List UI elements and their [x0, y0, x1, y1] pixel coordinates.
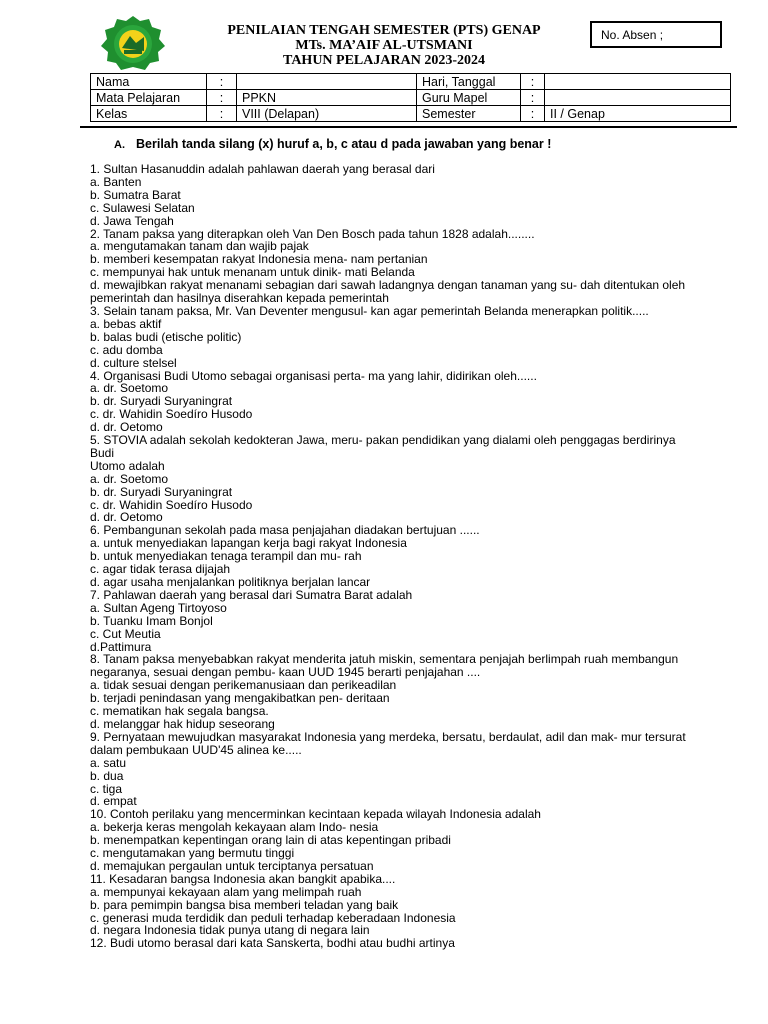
question-line: a. bekerja keras mengolah kekayaan alam Indo- nesia [90, 820, 379, 835]
absen-number-box[interactable]: No. Absen ; [590, 21, 722, 48]
question-line: a. tidak sesuai dengan perikemanusiaan dan perikeadilan [90, 678, 397, 693]
question-line: 12. Budi utomo berasal dari kata Sanskerta, bodhi atau budhi artinya [90, 936, 455, 951]
label-semester: Semester [417, 106, 521, 122]
question-line: b. untuk menyediakan tenaga terampil dan mu- rah [90, 549, 362, 564]
label-kelas: Kelas [91, 106, 207, 122]
question-line: b. menempatkan kepentingan orang lain di atas kepentingan pribadi [90, 833, 451, 848]
question-line: 4. Organisasi Budi Utomo sebagai organisasi perta- ma yang lahir, didirikan oleh...... [90, 368, 537, 383]
question-line: b. dua [90, 768, 124, 783]
question-line: c. agar tidak terasa dijajah [90, 562, 231, 577]
question-line: a. bebas aktif [90, 316, 162, 331]
school-logo [100, 15, 166, 71]
question-line: a. satu [90, 755, 127, 770]
question-line: c. Cut Meutia [90, 626, 161, 641]
school-name: MTs. MA’AIF AL-UTSMANI [295, 38, 473, 53]
question-line: c. dr. Wahidin Soedíro Husodo [90, 497, 253, 512]
question-line: 5. STOVIA adalah sekolah kedokteran Jawa, meru- pakan pendidikan yang dialami oleh penggagas berdirinya Budi [90, 433, 676, 460]
section-letter: A. [114, 139, 125, 151]
question-line: d. negara Indonesia tidak punya utang di negara lain [90, 923, 370, 938]
value-semester: II / Genap [545, 106, 731, 122]
question-line: Utomo adalah [90, 458, 165, 473]
question-line: a. untuk menyediakan lapangan kerja bagi rakyat Indonesia [90, 536, 407, 551]
question-line: c. Sulawesi Selatan [90, 200, 195, 215]
question-line: b. Tuanku Imam Bonjol [90, 613, 213, 628]
colon: : [207, 74, 237, 90]
value-kelas: VIII (Delapan) [237, 106, 417, 122]
question-line: d. dr. Oetomo [90, 420, 163, 435]
question-line: 1. Sultan Hasanuddin adalah pahlawan daerah yang berasal dari [90, 162, 435, 176]
question-line: d. empat [90, 794, 137, 809]
question-line: 11. Kesadaran bangsa Indonesia akan bangkit apabika.... [90, 871, 396, 886]
label-guru-mapel: Guru Mapel [417, 90, 521, 106]
question-line: a. Banten [90, 174, 142, 189]
question-line: 9. Pernyataan mewujudkan masyarakat Indonesia yang merdeka, bersatu, berdaulat, adil dan mak- mur tersurat [90, 729, 686, 744]
question-line: c. mengutamakan yang bermutu tinggi [90, 846, 295, 861]
question-line: a. dr. Soetomo [90, 471, 169, 486]
question-line: negaranya, sesuai dengan pembu- kaan UUD 1945 berarti penjajahan .... [90, 665, 481, 680]
question-line: c. dr. Wahidin Soedíro Husodo [90, 407, 253, 422]
question-line: b. balas budi (etische politic) [90, 329, 242, 344]
question-line: c. tiga [90, 781, 123, 796]
value-nama[interactable] [237, 74, 417, 90]
question-line: d. Jawa Tengah [90, 213, 174, 228]
header-divider [80, 126, 737, 128]
colon: : [207, 106, 237, 122]
colon: : [521, 90, 545, 106]
question-line: b. para pemimpin bangsa bisa memberi teladan yang baik [90, 897, 399, 912]
question-line: 6. Pembangunan sekolah pada masa penjajahan diadakan bertujuan ...... [90, 523, 480, 538]
academic-year: TAHUN PELAJARAN 2023-2024 [283, 53, 485, 68]
question-line: a. mengutamakan tanam dan wajib pajak [90, 239, 309, 254]
question-line: d. culture stelsel [90, 355, 177, 370]
question-list [90, 163, 690, 950]
label-nama: Nama [91, 74, 207, 90]
question-line: c. mematikan hak segala bangsa. [90, 704, 269, 719]
question-line: b. dr. Suryadi Suryaningrat [90, 394, 233, 409]
label-mata-pelajaran: Mata Pelajaran [91, 90, 207, 106]
question-line: a. mempunyai kekayaan alam yang melimpah ruah [90, 884, 362, 899]
question-line: dalam pembukaan UUD'45 alinea ke..... [90, 742, 302, 757]
question-line: d. memajukan pergaulan untuk terciptanya persatuan [90, 858, 374, 873]
question-line: c. generasi muda terdidik dan peduli terhadap keberadaan Indonesia [90, 910, 456, 925]
question-line: b. Sumatra Barat [90, 187, 181, 202]
question-line: c. mempunyai hak untuk menanam untuk dinik- mati Belanda [90, 265, 415, 280]
info-row-mapel [91, 90, 731, 106]
question-line: pemerintah dan hasilnya diserahkan kepada pemerintah [90, 291, 389, 306]
instruction-text: Berilah tanda silang (x) huruf a, b, c atau d pada jawaban yang benar ! [136, 137, 552, 151]
colon: : [521, 106, 545, 122]
question-line: b. terjadi penindasan yang mengakibatkan pen- deritaan [90, 691, 390, 706]
question-line: d. dr. Oetomo [90, 510, 163, 525]
value-mata-pelajaran: PPKN [237, 90, 417, 106]
question-line: 10. Contoh perilaku yang mencerminkan kecintaan kepada wilayah Indonesia adalah [90, 807, 541, 822]
colon: : [207, 90, 237, 106]
question-line: c. adu domba [90, 342, 163, 357]
question-line: d.Pattimura [90, 639, 152, 654]
value-guru-mapel[interactable] [545, 90, 731, 106]
question-line: d. melanggar hak hidup seseorang [90, 716, 275, 731]
question-line: a. dr. Soetomo [90, 381, 169, 396]
question-line: b. dr. Suryadi Suryaningrat [90, 484, 233, 499]
question-line: d. mewajibkan rakyat menanami sebagian dari sawah ladangnya dengan tanaman yang su- dah ditentukan oleh [90, 278, 686, 293]
exam-title: PENILAIAN TENGAH SEMESTER (PTS) GENAP [227, 23, 541, 38]
question-line: 7. Pahlawan daerah yang berasal dari Sumatra Barat adalah [90, 587, 413, 602]
question-line: d. agar usaha menjalankan politiknya berjalan lancar [90, 575, 371, 589]
student-info-table [90, 73, 731, 122]
info-row-nama [91, 74, 731, 90]
info-row-kelas [91, 106, 731, 122]
question-line: 8. Tanam paksa menyebabkan rakyat menderita jatuh miskin, sementara penjajah berlimpah ruah membangun [90, 652, 679, 667]
question-line: 3. Selain tanam paksa, Mr. Van Deventer mengusul- kan agar pemerintah Belanda menerapkan politik..... [90, 303, 649, 318]
question-line: 2. Tanam paksa yang diterapkan oleh Van Den Bosch pada tahun 1828 adalah........ [90, 226, 535, 241]
value-hari-tanggal[interactable] [545, 74, 731, 90]
colon: : [521, 74, 545, 90]
question-line: b. memberi kesempatan rakyat Indonesia mena- nam pertanian [90, 252, 428, 267]
label-hari-tanggal: Hari, Tanggal [417, 74, 521, 90]
section-instruction [114, 137, 551, 151]
question-line: a. Sultan Ageng Tirtoyoso [90, 600, 227, 615]
